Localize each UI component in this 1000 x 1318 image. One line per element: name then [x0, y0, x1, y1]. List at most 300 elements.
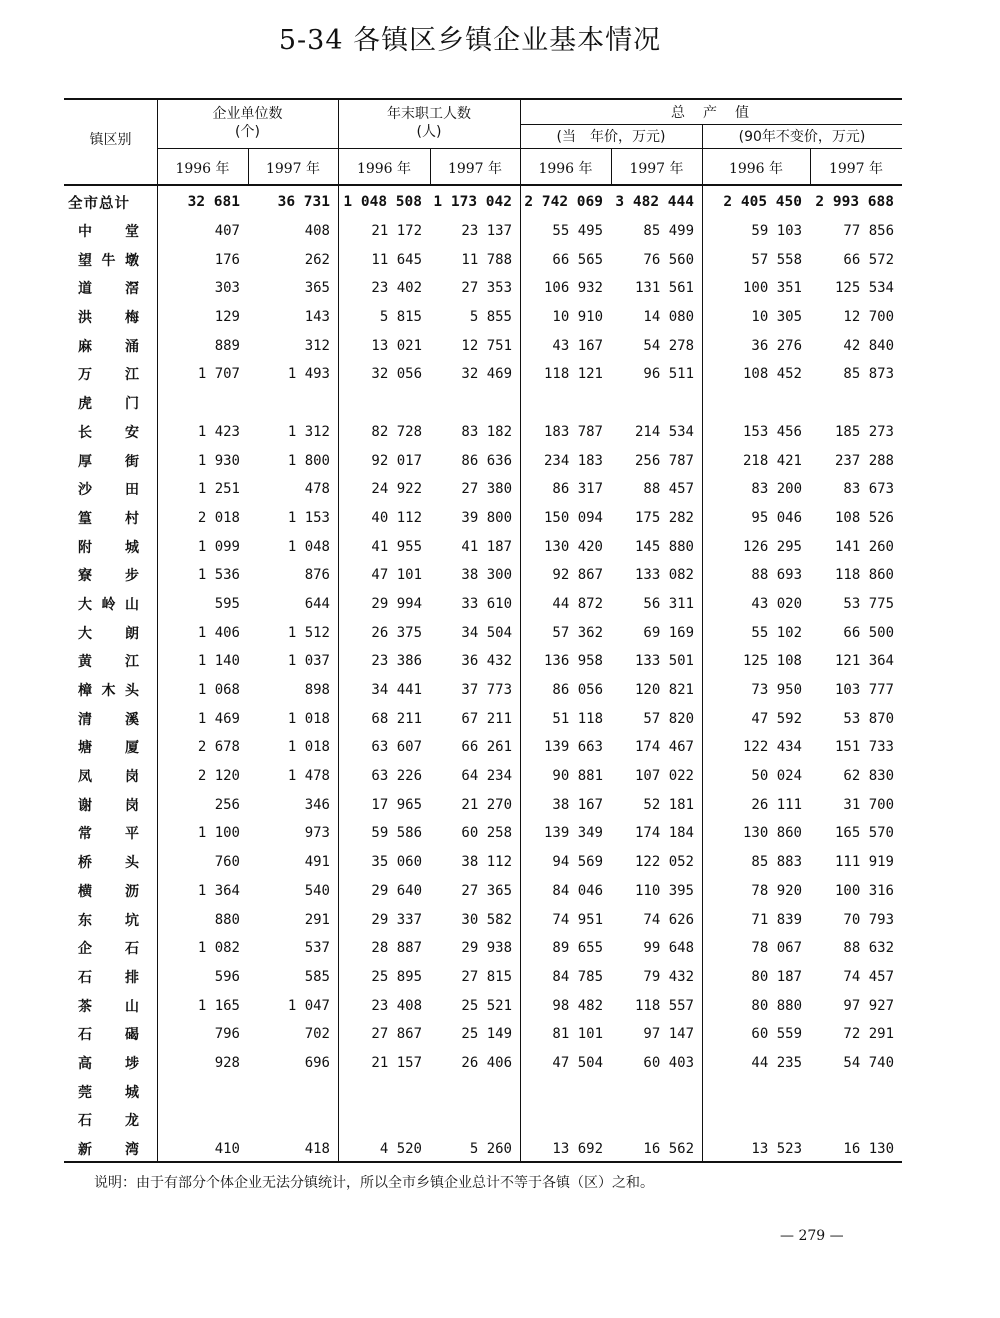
year-header: 1996 年	[175, 161, 230, 177]
table-cell: 37 773	[461, 682, 512, 699]
table-cell: 1 312	[287, 423, 330, 440]
district-name: 石 碣	[78, 1027, 139, 1044]
table-cell: 83 200	[751, 481, 802, 498]
district-name: 寮 步	[78, 568, 139, 585]
district-name: 篁 村	[78, 510, 139, 527]
table-cell: 88 632	[843, 940, 894, 957]
table-cell: 880	[214, 911, 240, 928]
table-cell: 27 380	[461, 481, 512, 498]
header-units-unit: (个)	[235, 124, 260, 140]
year-header: 1997 年	[265, 161, 321, 177]
table-cell: 256	[214, 796, 240, 813]
table-row	[64, 245, 902, 274]
district-name: 大 朗	[78, 625, 139, 642]
table-cell: 17 965	[371, 796, 422, 813]
year-header: 1996 年	[538, 161, 593, 177]
table-cell: 153 456	[742, 423, 802, 440]
table-row	[64, 848, 902, 877]
district-name: 附 城	[78, 539, 139, 556]
table-cell: 595	[214, 595, 240, 612]
district-name: 道 滘	[78, 281, 139, 298]
table-cell: 55 495	[552, 223, 603, 240]
table-cell: 84 046	[552, 882, 603, 899]
header-units-title: 企业单位数	[212, 106, 283, 122]
table-cell: 760	[214, 854, 240, 871]
table-cell: 644	[304, 595, 330, 612]
table-row	[64, 618, 902, 647]
table-cell: 408	[304, 223, 330, 240]
district-name: 全市总计	[68, 195, 130, 212]
table-cell: 16 130	[843, 1141, 894, 1158]
table-cell: 74 626	[643, 911, 694, 928]
table-cell: 94 569	[552, 854, 603, 871]
table-cell	[520, 1077, 611, 1106]
table-cell: 1 173 042	[433, 194, 512, 211]
table-cell: 88 457	[643, 481, 694, 498]
table-cell: 596	[214, 968, 240, 985]
table-cell: 83 673	[843, 481, 894, 498]
header-output-constant: (90年不变价，万元)	[738, 129, 866, 145]
table-cell: 51 118	[552, 710, 603, 727]
table-cell: 2 405 450	[723, 194, 802, 211]
table-cell: 89 655	[552, 940, 603, 957]
table-cell: 34 441	[371, 682, 422, 699]
table-cell	[702, 1106, 810, 1135]
table-row	[64, 1049, 902, 1078]
table-cell: 107 022	[634, 768, 694, 785]
table-cell: 41 955	[371, 538, 422, 555]
table-row	[64, 303, 902, 332]
table-cell: 3 482 444	[615, 194, 694, 211]
table-cell: 4 520	[379, 1141, 422, 1158]
table-cell: 312	[304, 337, 330, 354]
table-cell: 32 056	[371, 366, 422, 383]
table-cell: 57 362	[552, 624, 603, 641]
table-cell: 5 260	[469, 1141, 512, 1158]
district-name: 麻 涌	[78, 338, 139, 355]
table-cell: 98 482	[552, 997, 603, 1014]
table-row	[64, 1106, 902, 1135]
table-cell: 63 226	[371, 768, 422, 785]
district-name: 东 坑	[78, 912, 139, 929]
table-cell: 32 469	[461, 366, 512, 383]
table-cell: 86 317	[552, 481, 603, 498]
table-cell: 32 681	[187, 194, 240, 211]
table-cell: 84 785	[552, 968, 603, 985]
table-cell	[157, 389, 248, 418]
table-cell: 54 740	[843, 1054, 894, 1071]
table-cell: 21 172	[371, 223, 422, 240]
table-cell: 1 082	[197, 940, 240, 957]
table-cell: 33 610	[461, 595, 512, 612]
table-cell: 1 018	[287, 710, 330, 727]
table-cell: 38 167	[552, 796, 603, 813]
table-cell: 16 562	[643, 1141, 694, 1158]
table-cell: 130 860	[742, 825, 802, 842]
table-cell: 39 800	[461, 509, 512, 526]
table-cell: 97 927	[843, 997, 894, 1014]
table-cell: 25 149	[461, 1026, 512, 1043]
table-cell: 99 648	[643, 940, 694, 957]
header-district: 镇区别	[89, 132, 132, 148]
table-cell: 85 873	[843, 366, 894, 383]
table-cell: 1 048	[287, 538, 330, 555]
table-cell: 183 787	[543, 423, 603, 440]
table-cell: 25 895	[371, 968, 422, 985]
table-cell: 25 521	[461, 997, 512, 1014]
table-cell: 55 102	[751, 624, 802, 641]
table-cell	[430, 1077, 520, 1106]
table-cell: 928	[214, 1054, 240, 1071]
table-cell: 165 570	[834, 825, 894, 842]
table-cell: 5 855	[469, 309, 512, 326]
table-cell	[520, 1106, 611, 1135]
table-cell: 90 881	[552, 768, 603, 785]
table-cell: 133 082	[634, 567, 694, 584]
table-cell: 174 184	[634, 825, 694, 842]
table-cell: 27 867	[371, 1026, 422, 1043]
table-cell: 56 311	[643, 595, 694, 612]
table-cell: 106 932	[543, 280, 603, 297]
table-row	[64, 877, 902, 906]
table-cell: 1 100	[197, 825, 240, 842]
table-cell	[810, 1077, 902, 1106]
table-cell: 97 147	[643, 1026, 694, 1043]
district-name: 万 江	[78, 367, 139, 384]
table-header-rule	[64, 184, 902, 186]
table-cell: 41 187	[461, 538, 512, 555]
table-cell: 54 278	[643, 337, 694, 354]
table-cell: 64 234	[461, 768, 512, 785]
table-row	[64, 1135, 902, 1164]
district-name: 虎 门	[78, 396, 139, 413]
table-cell	[248, 389, 338, 418]
year-header: 1997 年	[447, 161, 503, 177]
table-cell: 82 728	[371, 423, 422, 440]
table-cell: 53 775	[843, 595, 894, 612]
district-name: 塘 厦	[78, 740, 139, 757]
table-cell: 11 645	[371, 251, 422, 268]
district-name: 石 龙	[78, 1113, 139, 1130]
table-cell: 23 408	[371, 997, 422, 1014]
district-name: 望牛墩	[78, 252, 139, 269]
table-row	[64, 790, 902, 819]
table-cell: 53 870	[843, 710, 894, 727]
table-row	[64, 475, 902, 504]
table-cell: 1 423	[197, 423, 240, 440]
table-cell: 23 402	[371, 280, 422, 297]
table-cell: 26 375	[371, 624, 422, 641]
table-cell: 66 572	[843, 251, 894, 268]
table-cell: 47 101	[371, 567, 422, 584]
table-cell: 36 731	[277, 194, 330, 211]
table-cell: 44 235	[751, 1054, 802, 1071]
district-name: 凤 岗	[78, 769, 139, 786]
table-cell: 86 636	[461, 452, 512, 469]
table-cell: 69 169	[643, 624, 694, 641]
table-cell	[157, 1077, 248, 1106]
table-cell: 86 056	[552, 682, 603, 699]
table-cell: 83 182	[461, 423, 512, 440]
table-cell: 27 815	[461, 968, 512, 985]
table-row	[64, 331, 902, 360]
table-cell	[611, 389, 702, 418]
table-cell: 136 958	[543, 653, 603, 670]
table-cell: 92 017	[371, 452, 422, 469]
table-cell: 185 273	[834, 423, 894, 440]
table-row	[64, 1077, 902, 1106]
table-cell: 103 777	[834, 682, 894, 699]
district-name: 大岭山	[78, 596, 139, 613]
table-cell: 130 420	[543, 538, 603, 555]
table-cell: 585	[304, 968, 330, 985]
table-top-rule	[64, 98, 902, 100]
table-cell: 410	[214, 1141, 240, 1158]
table-cell	[248, 1106, 338, 1135]
district-name: 樟木头	[78, 683, 139, 700]
table-row	[64, 905, 902, 934]
header-workers-unit: (人)	[416, 124, 442, 140]
table-cell: 118 860	[834, 567, 894, 584]
table-cell: 60 559	[751, 1026, 802, 1043]
district-name: 新 湾	[78, 1142, 139, 1159]
table-cell: 1 153	[287, 509, 330, 526]
table-cell: 1 469	[197, 710, 240, 727]
table-cell: 1 047	[287, 997, 330, 1014]
table-cell	[430, 1106, 520, 1135]
table-cell	[338, 389, 430, 418]
table-cell	[702, 1077, 810, 1106]
table-cell: 131 561	[634, 280, 694, 297]
table-cell: 44 872	[552, 595, 603, 612]
table-cell	[702, 389, 810, 418]
table-cell: 26 406	[461, 1054, 512, 1071]
table-cell: 2 742 069	[524, 194, 603, 211]
table-cell: 876	[304, 567, 330, 584]
table-cell: 118 121	[543, 366, 603, 383]
district-name: 企 石	[78, 941, 139, 958]
table-cell: 26 111	[751, 796, 802, 813]
table-cell: 85 883	[751, 854, 802, 871]
table-cell: 24 922	[371, 481, 422, 498]
table-row	[64, 676, 902, 705]
district-name: 长 安	[78, 424, 139, 441]
table-cell	[810, 1106, 902, 1135]
table-cell: 29 994	[371, 595, 422, 612]
table-cell: 122 052	[634, 854, 694, 871]
table-cell: 70 793	[843, 911, 894, 928]
table-cell	[810, 389, 902, 418]
table-cell: 346	[304, 796, 330, 813]
table-cell: 418	[304, 1141, 330, 1158]
table-row	[64, 991, 902, 1020]
district-name: 厚 街	[78, 453, 139, 470]
table-row	[64, 418, 902, 447]
table-cell: 95 046	[751, 509, 802, 526]
table-cell: 1 037	[287, 653, 330, 670]
table-cell: 40 112	[371, 509, 422, 526]
district-name: 谢 岗	[78, 797, 139, 814]
table-cell: 74 951	[552, 911, 603, 928]
table-cell: 1 364	[197, 882, 240, 899]
table-cell: 50 024	[751, 768, 802, 785]
table-cell: 118 557	[634, 997, 694, 1014]
table-cell: 66 261	[461, 739, 512, 756]
output-header-rule	[520, 124, 902, 125]
table-cell: 78 067	[751, 940, 802, 957]
table-cell: 68 211	[371, 710, 422, 727]
table-cell: 73 950	[751, 682, 802, 699]
table-cell: 1 165	[197, 997, 240, 1014]
table-cell: 67 211	[461, 710, 512, 727]
district-name: 高 埗	[78, 1055, 139, 1072]
table-cell: 133 501	[634, 653, 694, 670]
table-cell: 13 021	[371, 337, 422, 354]
year-header: 1996 年	[356, 161, 412, 177]
table-cell: 1 493	[287, 366, 330, 383]
table-cell	[248, 1077, 338, 1106]
table-cell: 2 120	[197, 768, 240, 785]
table-cell: 143	[304, 309, 330, 326]
table-cell: 2 993 688	[815, 194, 894, 211]
table-cell: 1 406	[197, 624, 240, 641]
table-cell: 21 270	[461, 796, 512, 813]
table-cell: 1 140	[197, 653, 240, 670]
table-cell: 62 830	[843, 768, 894, 785]
table-cell: 303	[214, 280, 240, 297]
table-cell: 110 395	[634, 882, 694, 899]
table-cell: 66 500	[843, 624, 894, 641]
table-cell: 139 349	[543, 825, 603, 842]
table-cell: 80 880	[751, 997, 802, 1014]
table-cell: 81 101	[552, 1026, 603, 1043]
table-cell: 125 534	[834, 280, 894, 297]
table-row	[64, 1020, 902, 1049]
table-cell: 796	[214, 1026, 240, 1043]
district-name: 茶 山	[78, 998, 139, 1015]
table-cell: 59 103	[751, 223, 802, 240]
table-row	[64, 934, 902, 963]
table-cell	[611, 1077, 702, 1106]
district-name: 黄 江	[78, 654, 139, 671]
table-cell: 43 167	[552, 337, 603, 354]
table-cell: 145 880	[634, 538, 694, 555]
table-row	[64, 532, 902, 561]
table-cell: 34 504	[461, 624, 512, 641]
table-cell: 108 526	[834, 509, 894, 526]
table-row	[64, 274, 902, 303]
table-cell: 47 592	[751, 710, 802, 727]
table-cell: 10 910	[552, 309, 603, 326]
table-cell: 96 511	[643, 366, 694, 383]
table-cell: 77 856	[843, 223, 894, 240]
table-cell: 29 938	[461, 940, 512, 957]
table-row	[64, 446, 902, 475]
table-cell: 36 276	[751, 337, 802, 354]
year-header: 1997 年	[629, 161, 684, 177]
table-cell: 31 700	[843, 796, 894, 813]
table-cell: 42 840	[843, 337, 894, 354]
table-cell: 218 421	[742, 452, 802, 469]
table-cell: 540	[304, 882, 330, 899]
table-cell: 1 478	[287, 768, 330, 785]
table-cell: 38 112	[461, 854, 512, 871]
table-cell: 79 432	[643, 968, 694, 985]
table-cell: 60 403	[643, 1054, 694, 1071]
table-cell	[338, 1106, 430, 1135]
district-name: 莞 城	[78, 1084, 139, 1101]
table-cell: 27 365	[461, 882, 512, 899]
table-cell: 76 560	[643, 251, 694, 268]
district-name: 常 平	[78, 826, 139, 843]
table-cell: 12 700	[843, 309, 894, 326]
table-row	[64, 819, 902, 848]
table-cell: 13 523	[751, 1141, 802, 1158]
header-output-current: (当 年价，万元)	[556, 129, 666, 145]
table-cell: 1 800	[287, 452, 330, 469]
table-cell: 47 504	[552, 1054, 603, 1071]
table-row	[64, 733, 902, 762]
table-row	[64, 360, 902, 389]
table-cell: 139 663	[543, 739, 603, 756]
table-row	[64, 217, 902, 246]
year-header: 1997 年	[828, 161, 884, 177]
table-cell: 88 693	[751, 567, 802, 584]
table-cell: 1 512	[287, 624, 330, 641]
table-cell: 1 536	[197, 567, 240, 584]
table-cell: 491	[304, 854, 330, 871]
table-cell: 66 565	[552, 251, 603, 268]
table-row	[64, 762, 902, 791]
table-cell: 57 558	[751, 251, 802, 268]
table-cell: 1 251	[197, 481, 240, 498]
district-name: 清 溪	[78, 711, 139, 728]
footnote: 说明：由于有部分个体企业无法分镇统计，所以全市乡镇企业总计不等于各镇（区）之和。	[94, 1175, 654, 1191]
table-cell: 365	[304, 280, 330, 297]
table-cell	[157, 1106, 248, 1135]
table-cell	[611, 1106, 702, 1135]
table-cell: 74 457	[843, 968, 894, 985]
table-cell: 1 099	[197, 538, 240, 555]
header-inner-rule	[157, 148, 902, 149]
table-cell: 141 260	[834, 538, 894, 555]
table-cell: 291	[304, 911, 330, 928]
table-cell: 71 839	[751, 911, 802, 928]
page-title: 5-34 各镇区乡镇企业基本情况	[278, 25, 662, 56]
table-cell: 898	[304, 682, 330, 699]
district-name: 桥 头	[78, 855, 139, 872]
table-cell: 129	[214, 309, 240, 326]
district-name: 横 沥	[78, 883, 139, 900]
table-cell: 72 291	[843, 1026, 894, 1043]
table-cell: 14 080	[643, 309, 694, 326]
table-cell: 214 534	[634, 423, 694, 440]
district-name: 沙 田	[78, 482, 139, 499]
table-cell: 108 452	[742, 366, 802, 383]
table-cell: 100 316	[834, 882, 894, 899]
table-row	[64, 963, 902, 992]
header-output-title: 总 产 值	[671, 105, 751, 121]
table-cell: 537	[304, 940, 330, 957]
table-cell: 35 060	[371, 854, 422, 871]
table-cell: 38 300	[461, 567, 512, 584]
table-cell: 63 607	[371, 739, 422, 756]
table-cell: 122 434	[742, 739, 802, 756]
table-cell: 1 707	[197, 366, 240, 383]
table-cell: 27 353	[461, 280, 512, 297]
table-cell: 57 820	[643, 710, 694, 727]
table-cell: 5 815	[379, 309, 422, 326]
